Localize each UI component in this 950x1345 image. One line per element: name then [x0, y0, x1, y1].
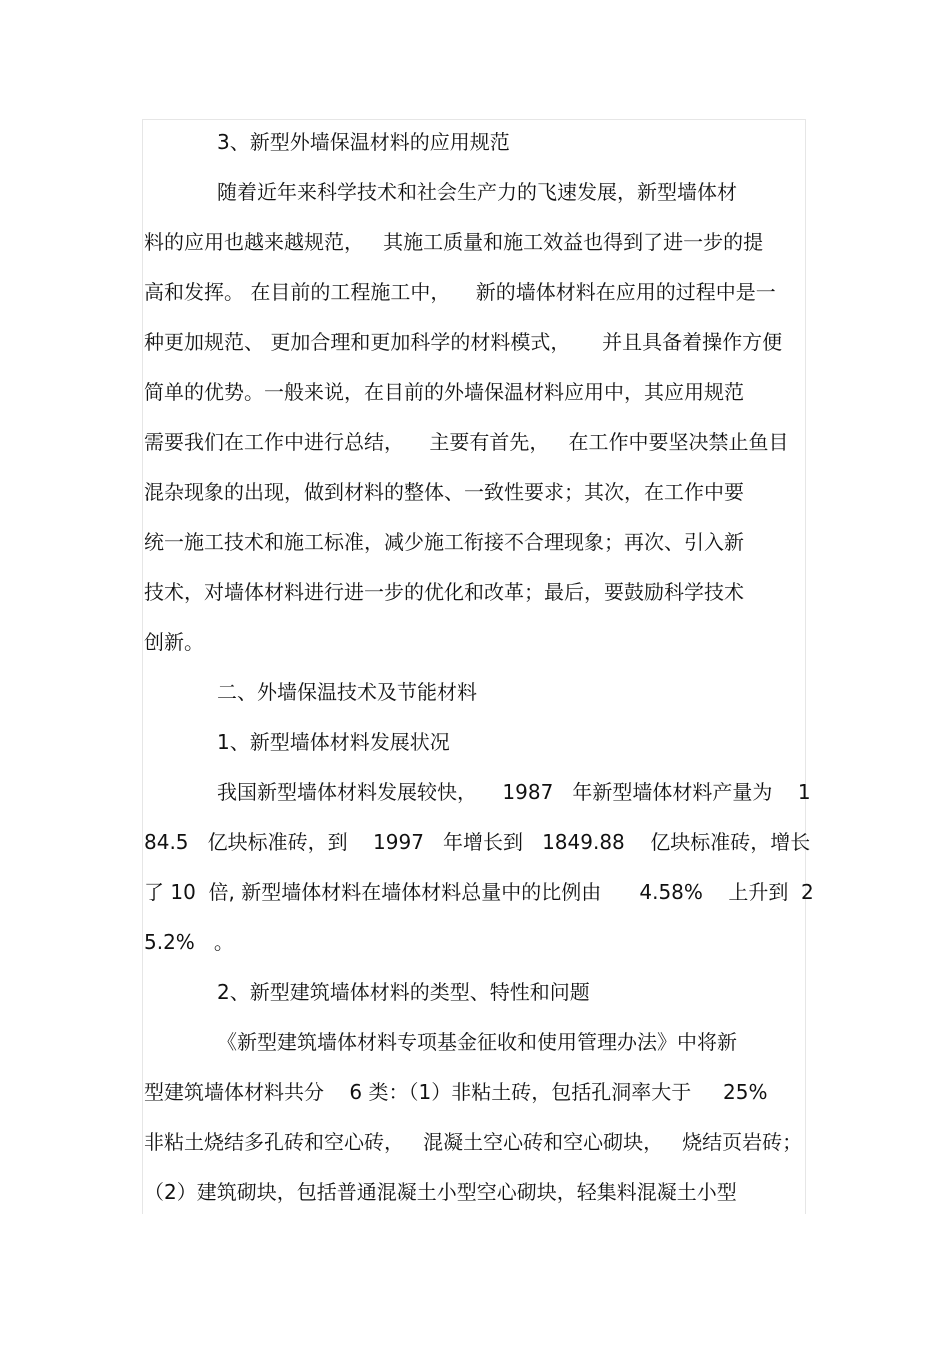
paragraph-line: （2）建筑砌块，包括普通混凝土小型空心砌块，轻集料混凝土小型	[144, 1180, 737, 1204]
paragraph-line: 型建筑墙体材料共分 6 类：（1）非粘土砖，包括孔洞率大于 25%	[144, 1080, 768, 1104]
paragraph-line: 《新型建筑墙体材料专项基金征收和使用管理办法》中将新	[217, 1030, 737, 1054]
subsection-heading-2: 2、新型建筑墙体材料的类型、特性和问题	[217, 980, 590, 1004]
paragraph-line: 5.2% 。	[144, 930, 234, 954]
paragraph-line: 混杂现象的出现，做到材料的整体、一致性要求；其次，在工作中要	[144, 480, 744, 504]
subsection-heading-1: 1、新型墙体材料发展状况	[217, 730, 450, 754]
paragraph-line: 简单的优势。一般来说，在目前的外墙保温材料应用中，其应用规范	[144, 380, 744, 404]
paragraph-line: 高和发挥。 在目前的工程施工中， 新的墙体材料在应用的过程中是一	[144, 280, 776, 304]
paragraph-line: 需要我们在工作中进行总结， 主要有首先， 在工作中要坚决禁止鱼目	[144, 430, 789, 454]
paragraph-line: 统一施工技术和施工标准，减少施工衔接不合理现象；再次、引入新	[144, 530, 744, 554]
paragraph-line: 我国新型墙体材料发展较快， 1987 年新型墙体材料产量为 1	[217, 780, 811, 804]
paragraph-line: 了 10 倍, 新型墙体材料在墙体材料总量中的比例由 4.58% 上升到 2	[144, 880, 814, 904]
paragraph-line: 技术，对墙体材料进行进一步的优化和改革；最后，要鼓励科学技术	[144, 580, 744, 604]
paragraph-line: 创新。	[144, 630, 204, 654]
section-heading-2: 二、外墙保温技术及节能材料	[217, 680, 477, 704]
section-heading-3: 3、新型外墙保温材料的应用规范	[217, 130, 510, 154]
paragraph-line: 种更加规范、 更加合理和更加科学的材料模式， 并且具备着操作方便	[144, 330, 783, 354]
paragraph-line: 料的应用也越来越规范， 其施工质量和施工效益也得到了进一步的提	[144, 230, 764, 254]
paragraph-line: 随着近年来科学技术和社会生产力的飞速发展，新型墙体材	[217, 180, 737, 204]
paragraph-line: 84.5 亿块标准砖，到 1997 年增长到 1849.88 亿块标准砖，增长	[144, 830, 811, 854]
paragraph-line: 非粘土烧结多孔砖和空心砖， 混凝土空心砖和空心砌块， 烧结页岩砖；	[144, 1130, 803, 1154]
